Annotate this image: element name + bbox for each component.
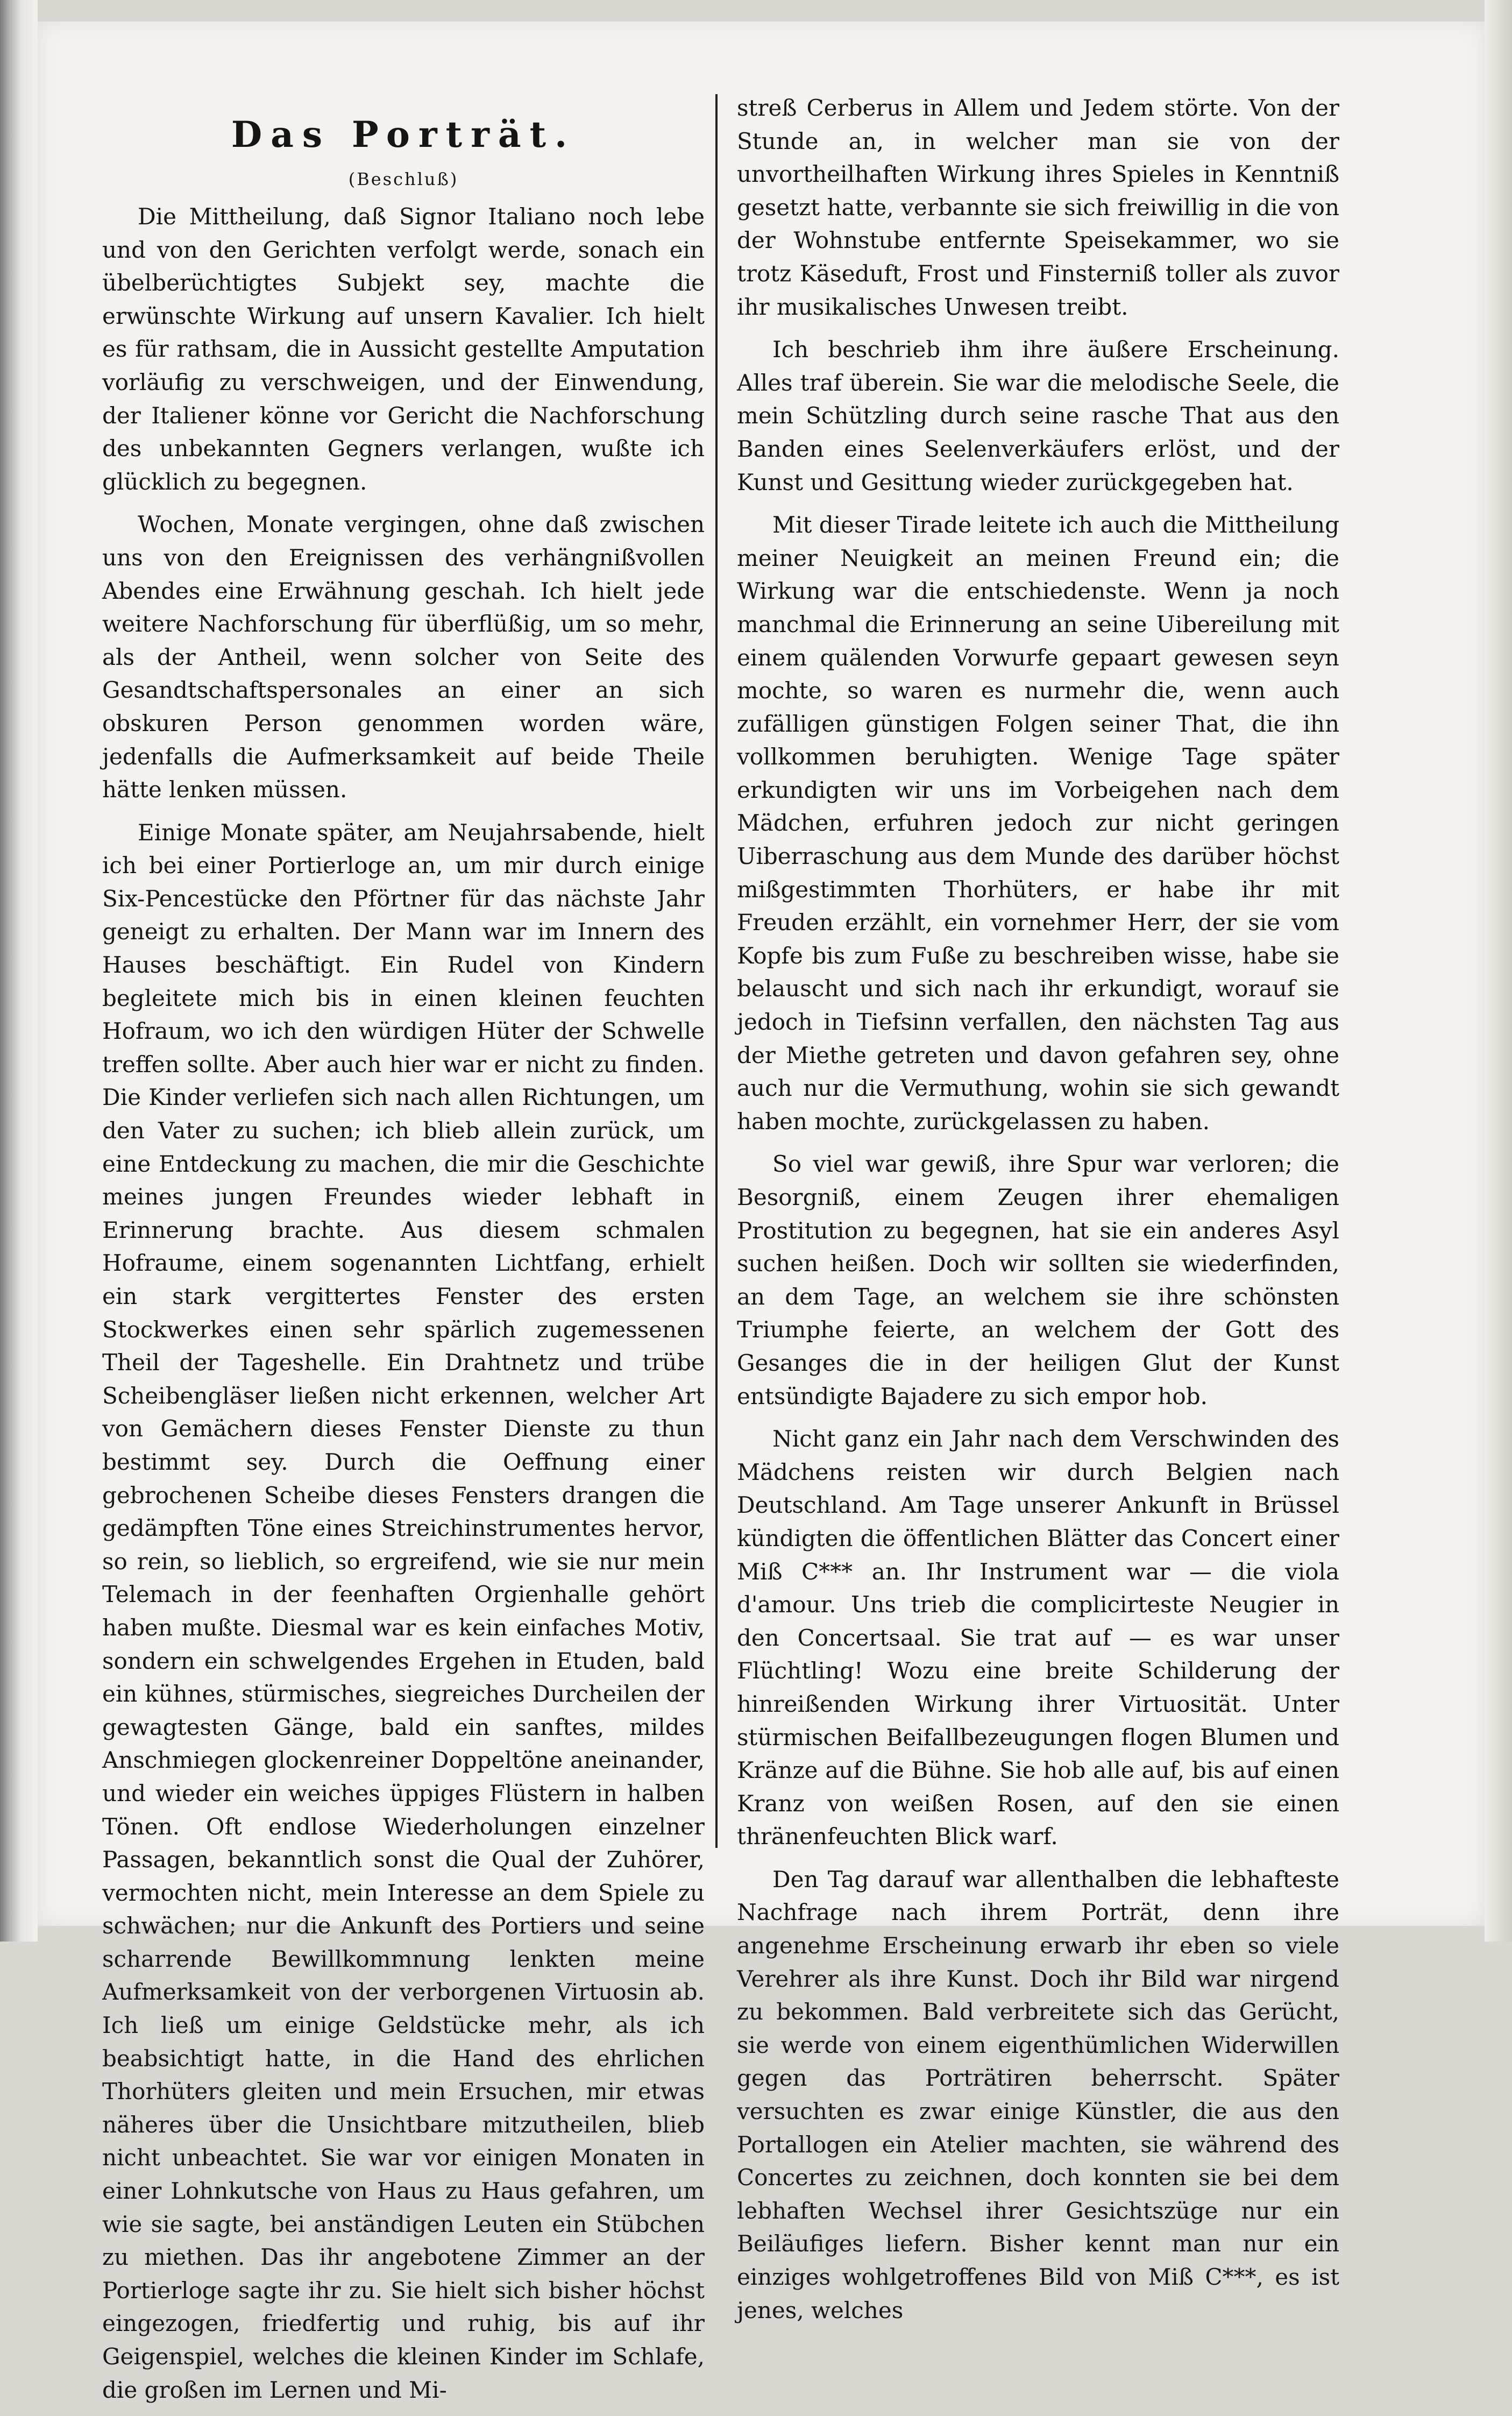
column-divider <box>715 94 718 1848</box>
paragraph: Einige Monate später, am Neujahrsabende, hielt ich bei einer Portierloge an, um mir durch einige Six-Pencestücke den Pförtner für das nächste Jahr geneigt zu erhalten. Der Mann war im Innern des Hauses beschäftigt. Ein Rudel von Kindern begleitete mich bis in einen kleinen feuchten Hofraum, wo ich den würdigen Hüter der Schwelle treffen sollte. Aber auch hier war er nicht zu finden. Die Kinder verliefen sich nach allen Richtungen, um den Vater zu suchen; ich blieb allein zurück, um eine Entdeckung zu machen, die mir die Geschichte meines jungen Freundes wieder lebhaft in Erinnerung brachte. Aus diesem schmalen Hofraume, einem sogenannten Lichtfang, erhielt ein stark vergittertes Fenster des ersten Stockwerkes einen sehr spärlich zugemessenen Theil der Tageshelle. Ein Drahtnetz und trübe Scheibengläser ließen nicht erkennen, welcher Art von Gemächern dieses Fenster Dienste zu thun bestimmt sey. Durch die Oeffnung einer gebrochenen Scheibe dieses Fensters drangen die gedämpften Töne eines Streichinstrumentes hervor, so rein, so lieblich, so ergreifend, wie sie nur mein Telemach in der feenhaften Orgienhalle gehört haben mußte. Diesmal war es kein einfaches Motiv, sondern ein schwelgendes Ergehen in Etuden, bald ein kühnes, stürmisches, siegreiches Durcheilen der gewagtesten Gänge, bald ein sanftes, mildes Anschmiegen glockenreiner Doppeltöne aneinander, und wieder ein weiches üppiges Flüstern in halben Tönen. Oft endlose Wiederholungen einzelner Passagen, bekanntlich sonst die Qual der Zuhörer, vermochten nicht, mein Interesse an dem Spiele zu schwächen; nur die Ankunft des Portiers und seine scharrende Bewillkommnung lenkten meine Aufmerksamkeit von der verborgenen Virtuosin ab. Ich ließ um einige Geldstücke mehr, als ich beabsichtigt hatte, in die Hand des ehrlichen Thorhüters gleiten und mein Ersuchen, mir etwas näheres über die Unsichtbare mitzutheilen, blieb nicht unbeachtet. Sie war vor einigen Monaten in einer Lohnkutsche von Haus zu Haus gefahren, um wie sie sagte, bei anständigen Leuten ein Stübchen zu miethen. Das ihr angebotene Zimmer an der Portierloge sagte ihr zu. Sie hielt sich bisher höchst eingezogen, friedfertig und ruhig, bis auf ihr Geigenspiel, welches die kleinen Kinder im Schlafe, die großen im Lernen und Mi- <box>102 819 705 2403</box>
paragraph: Mit dieser Tirade leitete ich auch die Mittheilung meiner Neuigkeit an meinen Freund ein; die Wirkung war die entschiedenste. Wenn ja noch manchmal die Erinnerung an seine Uibereilung mit einem quälenden Vorwurfe gepaart gewesen seyn mochte, so waren es nurmehr die, wenn auch zufälligen günstigen Folgen seiner That, die ihn vollkommen beruhigten. Wenige Tage später erkundigten wir uns im Vorbeigehen nach dem Mädchen, erfuhren jedoch zur nicht geringen Uiberraschung aus dem Munde des darüber höchst mißgestimmten Thorhüters, er habe ihr mit Freuden erzählt, ein vornehmer Herr, der sie vom Kopfe bis zum Fuße zu beschreiben wisse, habe sie belauscht und sich nach ihr erkundigt, worauf sie jedoch in Tiefsinn verfallen, den nächsten Tag aus der Miethe getreten und davon gefahren sey, ohne auch nur die Vermuthung, wohin sie sich gewandt haben mochte, zurückgelassen zu haben. <box>737 512 1339 1135</box>
paragraph: Wochen, Monate vergingen, ohne daß zwischen uns von den Ereignissen des verhängnißvollen Abendes eine Erwähnung geschah. Ich hielt jede weitere Nachforschung für überflüßig, um so mehr, als der Antheil, wenn solcher von Seite des Gesandtschaftspersonales an einer an sich obskuren Person genommen worden wäre, jedenfalls die Aufmerksamkeit auf beide Theile hätte lenken müssen. <box>102 511 705 803</box>
left-column <box>102 97 705 2416</box>
article-subtitle: (Beschluß) <box>348 169 459 189</box>
paragraph: Den Tag darauf war allenthalben die lebhafteste Nachfrage nach ihrem Porträt, denn ihre angenehme Erscheinung erwarb ihr eben so viele Verehrer als ihre Kunst. Doch ihr Bild war nirgend zu bekommen. Bald verbreitete sich das Gerücht, sie werde von einem eigenthümlichen Widerwillen gegen das Porträtiren beherrscht. Später versuchten es zwar einige Künstler, die aus den Portallogen ein Atelier machten, sie während des Concertes zu zeichnen, doch konnten sie bei dem lebhaften Wechsel ihrer Gesichtszüge nur ein Beiläufiges liefern. Bisher kennt man nur ein einziges wohlgetroffenes Bild von Miß C***, es ist jenes, welches <box>737 1866 1339 2323</box>
scan-right-edge <box>1485 0 1512 1942</box>
scan-binding-edge <box>0 0 38 1942</box>
paragraph: Nicht ganz ein Jahr nach dem Verschwinden des Mädchens reisten wir durch Belgien nach Deutschland. Am Tage unserer Ankunft in Brüssel kündigten die öffentlichen Blätter das Concert einer Miß C*** an. Ihr Instrument war — die viola d'amour. Uns trieb die complicirteste Neugier in den Concertsaal. Sie trat auf — es war unser Flüchtling! Wozu eine breite Schilderung der hinreißenden Wirkung ihrer Virtuosität. Unter stürmischen Beifallbezeugungen flogen Blumen und Kränze auf die Bühne. Sie hob alle auf, bis auf einen Kranz von weißen Rosen, auf den sie einen thränenfeuchten Blick warf. <box>737 1426 1339 1850</box>
article-title: Das Porträt. <box>231 114 576 155</box>
right-column <box>737 91 1339 2336</box>
paragraph: So viel war gewiß, ihre Spur war verloren; die Besorgniß, einem Zeugen ihrer ehemaligen Prostitution zu begegnen, hat sie ein anderes Asyl suchen heißen. Doch wir sollten sie wiederfinden, an dem Tage, an welchem sie ihre schönsten Triumphe feierte, an welchem der Gott des Gesanges die in der heiligen Glut der Kunst entsündigte Bajadere zu sich empor hob. <box>737 1151 1339 1409</box>
paragraph: Ich beschrieb ihm ihre äußere Erscheinung. Alles traf überein. Sie war die melodische Seele, die mein Schützling durch seine rasche That aus den Banden eines Seelenverkäufers erlöst, und der Kunst und Gesittung wieder zurückgegeben hat. <box>737 336 1339 495</box>
paragraph-continued: streß Cerberus in Allem und Jedem störte. Von der Stunde an, in welcher man sie von der unvortheilhaften Wirkung ihres Spieles in Kenntniß gesetzt hatte, verbannte sie sich freiwillig in die von der Wohnstube entfernte Speisekammer, wo sie trotz Käseduft, Frost und Finsterniß toller als zuvor ihr musikalisches Unwesen treibt. <box>737 95 1339 320</box>
paragraph: Die Mittheilung, daß Signor Italiano noch lebe und von den Gerichten verfolgt werde, sonach ein übelberüchtigtes Subjekt sey, machte die erwünschte Wirkung auf unsern Kavalier. Ich hielt es für rathsam, die in Aussicht gestellte Amputation vorläufig zu verschweigen, und der Einwendung, der Italiener könne vor Gericht die Nachforschung des unbekannten Gegners verlangen, wußte ich glücklich zu begegnen. <box>102 203 705 495</box>
